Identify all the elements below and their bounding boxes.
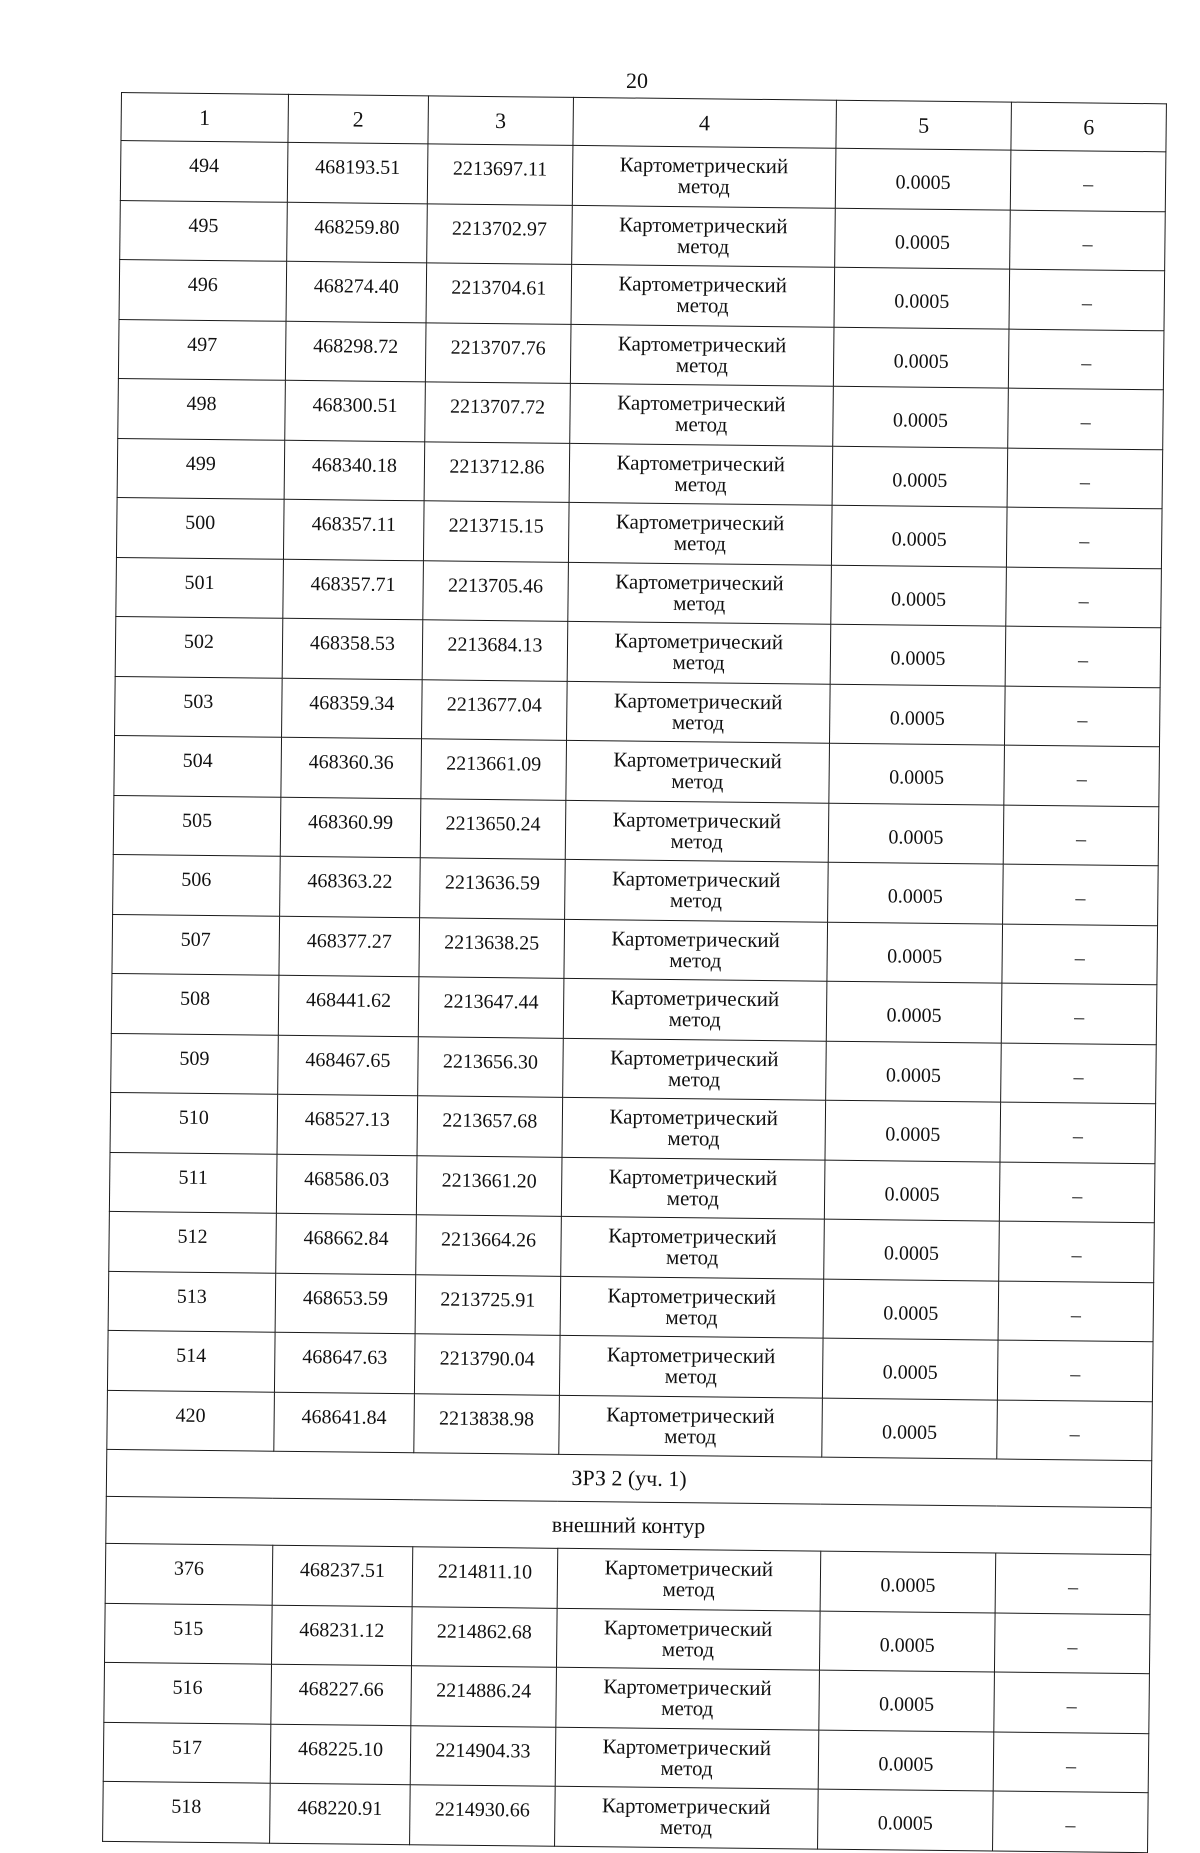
description-cell: – xyxy=(997,1400,1152,1461)
description-cell: – xyxy=(995,1613,1150,1674)
description-cell: – xyxy=(1002,983,1157,1044)
y-coordinate-cell: 2213697.11 xyxy=(427,144,572,205)
x-coordinate-cell: 468360.99 xyxy=(280,797,421,858)
accuracy-cell: 0.0005 xyxy=(833,327,1009,388)
coordinates-table-sheet xyxy=(102,92,1167,1853)
method-cell xyxy=(563,978,827,1040)
point-number-cell: 517 xyxy=(103,1722,270,1783)
method-line-1: Картометрический xyxy=(607,1283,777,1309)
table-row xyxy=(111,1033,1157,1104)
table-row xyxy=(113,795,1159,866)
accuracy-cell: 0.0005 xyxy=(823,1219,999,1280)
y-coordinate-cell: 2213715.15 xyxy=(424,501,569,562)
point-number-cell: 498 xyxy=(118,378,285,439)
method-line-2: метод xyxy=(659,1815,713,1840)
description-cell: – xyxy=(1004,805,1159,866)
table-row xyxy=(107,1330,1153,1401)
header-cell-2: 2 xyxy=(288,94,429,144)
y-coordinate-cell: 2213707.76 xyxy=(425,322,570,383)
point-number-cell: 501 xyxy=(116,557,283,618)
method-line-1: Картометрический xyxy=(614,628,784,655)
accuracy-cell: 0.0005 xyxy=(832,446,1008,507)
method-line-1: Картометрический xyxy=(616,450,786,476)
point-number-cell: 496 xyxy=(119,259,286,320)
x-coordinate-cell: 468527.13 xyxy=(277,1094,418,1155)
y-coordinate-cell: 2214904.33 xyxy=(410,1725,555,1786)
y-coordinate-cell: 2214930.66 xyxy=(410,1785,555,1846)
point-number-cell: 511 xyxy=(109,1152,276,1213)
method-line-2: метод xyxy=(676,233,730,259)
y-coordinate-cell: 2213705.46 xyxy=(423,560,568,621)
method-line-2: метод xyxy=(671,769,724,794)
header-cell-4: 4 xyxy=(573,97,836,148)
point-number-cell: 506 xyxy=(113,854,280,915)
method-cell xyxy=(555,1727,819,1789)
point-number-cell: 495 xyxy=(120,200,287,261)
section-zone-title: ЗРЗ 2 (уч. 1) xyxy=(106,1449,1151,1507)
accuracy-cell: 0.0005 xyxy=(819,1611,995,1672)
table-row xyxy=(118,319,1164,390)
x-coordinate-cell: 468225.10 xyxy=(270,1724,411,1785)
table-row xyxy=(105,1543,1151,1614)
method-line-2: метод xyxy=(670,828,723,854)
method-cell xyxy=(562,1038,826,1100)
method-cell xyxy=(564,919,828,981)
table-row xyxy=(104,1662,1150,1733)
x-coordinate-cell: 468441.62 xyxy=(278,975,419,1036)
point-number-cell: 516 xyxy=(104,1662,271,1723)
table-row xyxy=(115,616,1161,687)
header-cell-5: 5 xyxy=(836,100,1012,150)
accuracy-cell: 0.0005 xyxy=(827,922,1003,983)
accuracy-cell: 0.0005 xyxy=(821,1398,997,1459)
y-coordinate-cell: 2213702.97 xyxy=(427,203,572,264)
x-coordinate-cell: 468662.84 xyxy=(276,1213,417,1274)
point-number-cell: 505 xyxy=(113,795,280,856)
method-cell xyxy=(562,1097,826,1159)
method-line-2: метод xyxy=(673,531,727,556)
method-cell xyxy=(559,1395,823,1457)
y-coordinate-cell: 2213657.68 xyxy=(417,1096,562,1157)
point-number-cell: 507 xyxy=(112,914,279,975)
accuracy-cell: 0.0005 xyxy=(818,1730,994,1791)
method-line-2: метод xyxy=(667,1066,721,1092)
point-number-cell: 499 xyxy=(117,438,284,499)
description-cell: – xyxy=(993,1732,1148,1793)
description-cell: – xyxy=(1009,269,1164,330)
point-number-cell: 515 xyxy=(105,1603,272,1664)
x-coordinate-cell: 468274.40 xyxy=(286,261,427,322)
description-cell: – xyxy=(999,1221,1154,1282)
y-coordinate-cell: 2213790.04 xyxy=(415,1334,560,1395)
method-cell xyxy=(572,145,836,207)
method-line-2: метод xyxy=(662,1577,715,1602)
table-row xyxy=(115,676,1161,747)
description-cell: – xyxy=(1005,626,1160,687)
table-row xyxy=(110,1092,1156,1163)
method-line-1: Картометрический xyxy=(608,1164,778,1190)
description-cell: – xyxy=(1005,686,1160,747)
description-cell: – xyxy=(994,1672,1149,1733)
method-line-2: метод xyxy=(665,1304,718,1330)
accuracy-cell: 0.0005 xyxy=(823,1279,999,1340)
method-line-1: Картометрический xyxy=(615,509,785,536)
accuracy-cell: 0.0005 xyxy=(826,981,1002,1042)
page-number: 20 xyxy=(626,68,648,93)
method-line-2: метод xyxy=(664,1423,717,1449)
method-line-2: метод xyxy=(667,1126,720,1151)
description-cell: – xyxy=(998,1340,1153,1401)
y-coordinate-cell: 2214862.68 xyxy=(412,1606,557,1667)
method-line-2: метод xyxy=(660,1755,713,1781)
description-cell: – xyxy=(1000,1102,1155,1163)
description-cell: – xyxy=(993,1791,1148,1852)
point-number-cell: 500 xyxy=(116,497,283,558)
y-coordinate-cell: 2213656.30 xyxy=(418,1036,563,1097)
method-line-1: Картометрический xyxy=(603,1674,772,1701)
accuracy-cell: 0.0005 xyxy=(819,1670,995,1731)
x-coordinate-cell: 468193.51 xyxy=(287,142,428,203)
method-line-2: метод xyxy=(666,1185,719,1211)
table-row xyxy=(107,1390,1153,1461)
x-coordinate-cell: 468227.66 xyxy=(271,1664,412,1725)
method-line-2: метод xyxy=(675,352,728,378)
x-coordinate-cell: 468359.34 xyxy=(281,678,422,739)
method-line-2: метод xyxy=(676,293,729,318)
point-number-cell: 508 xyxy=(111,973,278,1034)
method-line-1: Картометрический xyxy=(618,271,788,298)
method-line-1: Картометрический xyxy=(617,390,786,417)
description-cell: – xyxy=(1000,1162,1155,1223)
x-coordinate-cell: 468340.18 xyxy=(284,440,425,501)
description-cell: – xyxy=(1001,1043,1156,1104)
y-coordinate-cell: 2213636.59 xyxy=(420,858,565,919)
x-coordinate-cell: 468363.22 xyxy=(279,856,420,917)
point-number-cell: 509 xyxy=(111,1033,278,1094)
method-line-1: Картометрический xyxy=(617,331,787,357)
accuracy-cell: 0.0005 xyxy=(830,565,1006,626)
point-number-cell: 494 xyxy=(120,141,287,202)
x-coordinate-cell: 468586.03 xyxy=(276,1154,417,1215)
point-number-cell: 513 xyxy=(108,1271,275,1332)
point-number-cell: 510 xyxy=(110,1092,277,1153)
method-line-1: Картометрический xyxy=(606,1402,775,1428)
method-cell xyxy=(565,800,829,862)
table-row xyxy=(118,378,1164,449)
y-coordinate-cell: 2213664.26 xyxy=(416,1215,561,1276)
description-cell: – xyxy=(1002,924,1157,985)
method-line-2: метод xyxy=(672,650,725,675)
method-line-2: метод xyxy=(669,888,723,913)
accuracy-cell: 0.0005 xyxy=(831,505,1007,566)
y-coordinate-cell: 2213704.61 xyxy=(426,263,571,324)
description-cell: – xyxy=(995,1553,1150,1614)
method-line-1: Картометрический xyxy=(619,152,789,179)
point-number-cell: 376 xyxy=(105,1543,272,1604)
section-contour-title: внешний контур xyxy=(106,1496,1151,1554)
method-cell xyxy=(554,1786,818,1848)
method-cell xyxy=(568,562,832,624)
x-coordinate-cell: 468231.12 xyxy=(271,1605,412,1666)
method-cell xyxy=(561,1157,825,1219)
method-line-1: Картометрический xyxy=(603,1615,773,1641)
y-coordinate-cell: 2213647.44 xyxy=(418,977,563,1038)
table-row xyxy=(103,1722,1149,1793)
y-coordinate-cell: 2213661.20 xyxy=(416,1155,561,1216)
coordinates-table xyxy=(102,92,1167,1853)
x-coordinate-cell: 468467.65 xyxy=(277,1035,418,1096)
method-line-2: метод xyxy=(673,590,726,616)
method-cell xyxy=(556,1667,820,1729)
point-number-cell: 497 xyxy=(118,319,285,380)
description-cell: – xyxy=(1011,150,1166,211)
y-coordinate-cell: 2213677.04 xyxy=(422,679,567,740)
accuracy-cell: 0.0005 xyxy=(829,743,1005,804)
point-number-cell: 502 xyxy=(115,616,282,677)
y-coordinate-cell: 2214811.10 xyxy=(412,1547,557,1608)
method-cell xyxy=(559,1335,823,1397)
method-line-2: метод xyxy=(668,1007,721,1032)
x-coordinate-cell: 468647.63 xyxy=(274,1332,415,1393)
method-line-1: Картометрический xyxy=(601,1793,771,1820)
x-coordinate-cell: 468360.36 xyxy=(281,737,422,798)
method-cell xyxy=(557,1548,821,1610)
method-line-1: Картометрический xyxy=(613,747,782,774)
method-cell xyxy=(556,1608,820,1670)
table-row xyxy=(114,735,1160,806)
x-coordinate-cell: 468298.72 xyxy=(285,321,426,382)
header-cell-3: 3 xyxy=(428,96,573,146)
method-line-2: метод xyxy=(661,1636,715,1662)
accuracy-cell: 0.0005 xyxy=(832,386,1008,447)
accuracy-cell: 0.0005 xyxy=(825,1041,1001,1102)
method-line-1: Картометрический xyxy=(604,1555,774,1582)
x-coordinate-cell: 468259.80 xyxy=(286,202,427,263)
y-coordinate-cell: 2213684.13 xyxy=(422,620,567,681)
point-number-cell: 514 xyxy=(107,1330,274,1391)
method-cell xyxy=(560,1276,824,1338)
method-line-1: Картометрический xyxy=(615,569,784,595)
method-line-2: метод xyxy=(674,471,727,497)
description-cell: – xyxy=(1003,864,1158,925)
x-coordinate-cell: 468358.53 xyxy=(282,618,423,679)
method-cell xyxy=(564,859,828,921)
table-row xyxy=(108,1271,1154,1342)
table-row xyxy=(105,1603,1151,1674)
accuracy-cell: 0.0005 xyxy=(829,684,1005,745)
method-line-1: Картометрический xyxy=(611,926,780,952)
table-row xyxy=(109,1211,1155,1282)
method-cell xyxy=(571,264,835,326)
y-coordinate-cell: 2213638.25 xyxy=(419,917,564,978)
point-number-cell: 420 xyxy=(107,1390,274,1451)
method-cell xyxy=(567,621,831,683)
table-row xyxy=(120,141,1166,212)
table-row xyxy=(119,259,1165,330)
x-coordinate-cell: 468300.51 xyxy=(285,380,426,441)
table-row xyxy=(116,497,1162,568)
description-cell: – xyxy=(1010,210,1165,271)
method-cell xyxy=(570,383,834,445)
x-coordinate-cell: 468641.84 xyxy=(274,1392,415,1453)
description-cell: – xyxy=(1009,329,1164,390)
x-coordinate-cell: 468377.27 xyxy=(279,916,420,977)
method-line-2: метод xyxy=(677,174,730,199)
point-number-cell: 504 xyxy=(114,735,281,796)
y-coordinate-cell: 2213838.98 xyxy=(414,1393,559,1454)
method-line-1: Картометрический xyxy=(602,1734,772,1760)
y-coordinate-cell: 2214886.24 xyxy=(411,1666,556,1727)
accuracy-cell: 0.0005 xyxy=(827,862,1003,923)
table-row xyxy=(103,1781,1149,1852)
method-cell xyxy=(569,443,833,505)
method-line-1: Картометрический xyxy=(608,1223,777,1250)
accuracy-cell: 0.0005 xyxy=(835,148,1011,209)
point-number-cell: 518 xyxy=(103,1781,270,1842)
x-coordinate-cell: 468357.71 xyxy=(283,559,424,620)
table-body xyxy=(103,141,1166,1853)
description-cell: – xyxy=(1004,745,1159,806)
y-coordinate-cell: 2213712.86 xyxy=(424,441,569,502)
x-coordinate-cell: 468237.51 xyxy=(272,1545,413,1606)
y-coordinate-cell: 2213707.72 xyxy=(425,382,570,443)
method-line-2: метод xyxy=(661,1696,714,1721)
method-line-1: Картометрический xyxy=(611,866,781,893)
table-row xyxy=(109,1152,1155,1223)
point-number-cell: 503 xyxy=(115,676,282,737)
method-line-1: Картометрический xyxy=(609,1104,779,1131)
point-number-cell: 512 xyxy=(109,1211,276,1272)
x-coordinate-cell: 468220.91 xyxy=(269,1783,410,1844)
accuracy-cell: 0.0005 xyxy=(834,267,1010,328)
table-row xyxy=(116,557,1162,628)
table-row xyxy=(111,973,1157,1044)
method-line-2: метод xyxy=(674,412,728,437)
method-line-1: Картометрический xyxy=(610,985,780,1012)
description-cell: – xyxy=(1008,388,1163,449)
method-cell xyxy=(566,681,830,743)
table-row xyxy=(113,854,1159,925)
table-row xyxy=(120,200,1166,271)
accuracy-cell: 0.0005 xyxy=(817,1789,993,1850)
accuracy-cell: 0.0005 xyxy=(825,1100,1001,1161)
method-cell xyxy=(560,1216,824,1278)
method-line-2: метод xyxy=(665,1245,719,1270)
accuracy-cell: 0.0005 xyxy=(828,803,1004,864)
method-cell xyxy=(568,502,832,564)
description-cell: – xyxy=(1007,448,1162,509)
method-line-2: метод xyxy=(664,1364,718,1389)
y-coordinate-cell: 2213725.91 xyxy=(415,1274,560,1335)
method-cell xyxy=(570,324,834,386)
x-coordinate-cell: 468653.59 xyxy=(275,1273,416,1334)
x-coordinate-cell: 468357.11 xyxy=(283,499,424,560)
accuracy-cell: 0.0005 xyxy=(830,624,1006,685)
method-cell xyxy=(566,740,830,802)
header-cell-1: 1 xyxy=(121,93,288,143)
description-cell: – xyxy=(998,1281,1153,1342)
method-cell xyxy=(571,205,835,267)
method-line-1: Картометрический xyxy=(613,688,783,714)
method-line-1: Картометрический xyxy=(609,1045,779,1071)
method-line-1: Картометрический xyxy=(618,212,788,238)
table-row xyxy=(112,914,1158,985)
method-line-1: Картометрический xyxy=(612,807,782,833)
method-line-2: метод xyxy=(669,947,722,973)
method-line-2: метод xyxy=(671,709,725,735)
accuracy-cell: 0.0005 xyxy=(820,1551,996,1612)
table-row xyxy=(117,438,1163,509)
accuracy-cell: 0.0005 xyxy=(834,208,1010,269)
y-coordinate-cell: 2213650.24 xyxy=(420,798,565,859)
y-coordinate-cell: 2213661.09 xyxy=(421,739,566,800)
method-line-1: Картометрический xyxy=(606,1342,776,1369)
header-cell-6: 6 xyxy=(1011,102,1166,152)
accuracy-cell: 0.0005 xyxy=(824,1160,1000,1221)
accuracy-cell: 0.0005 xyxy=(822,1338,998,1399)
description-cell: – xyxy=(1006,567,1161,628)
description-cell: – xyxy=(1007,507,1162,568)
